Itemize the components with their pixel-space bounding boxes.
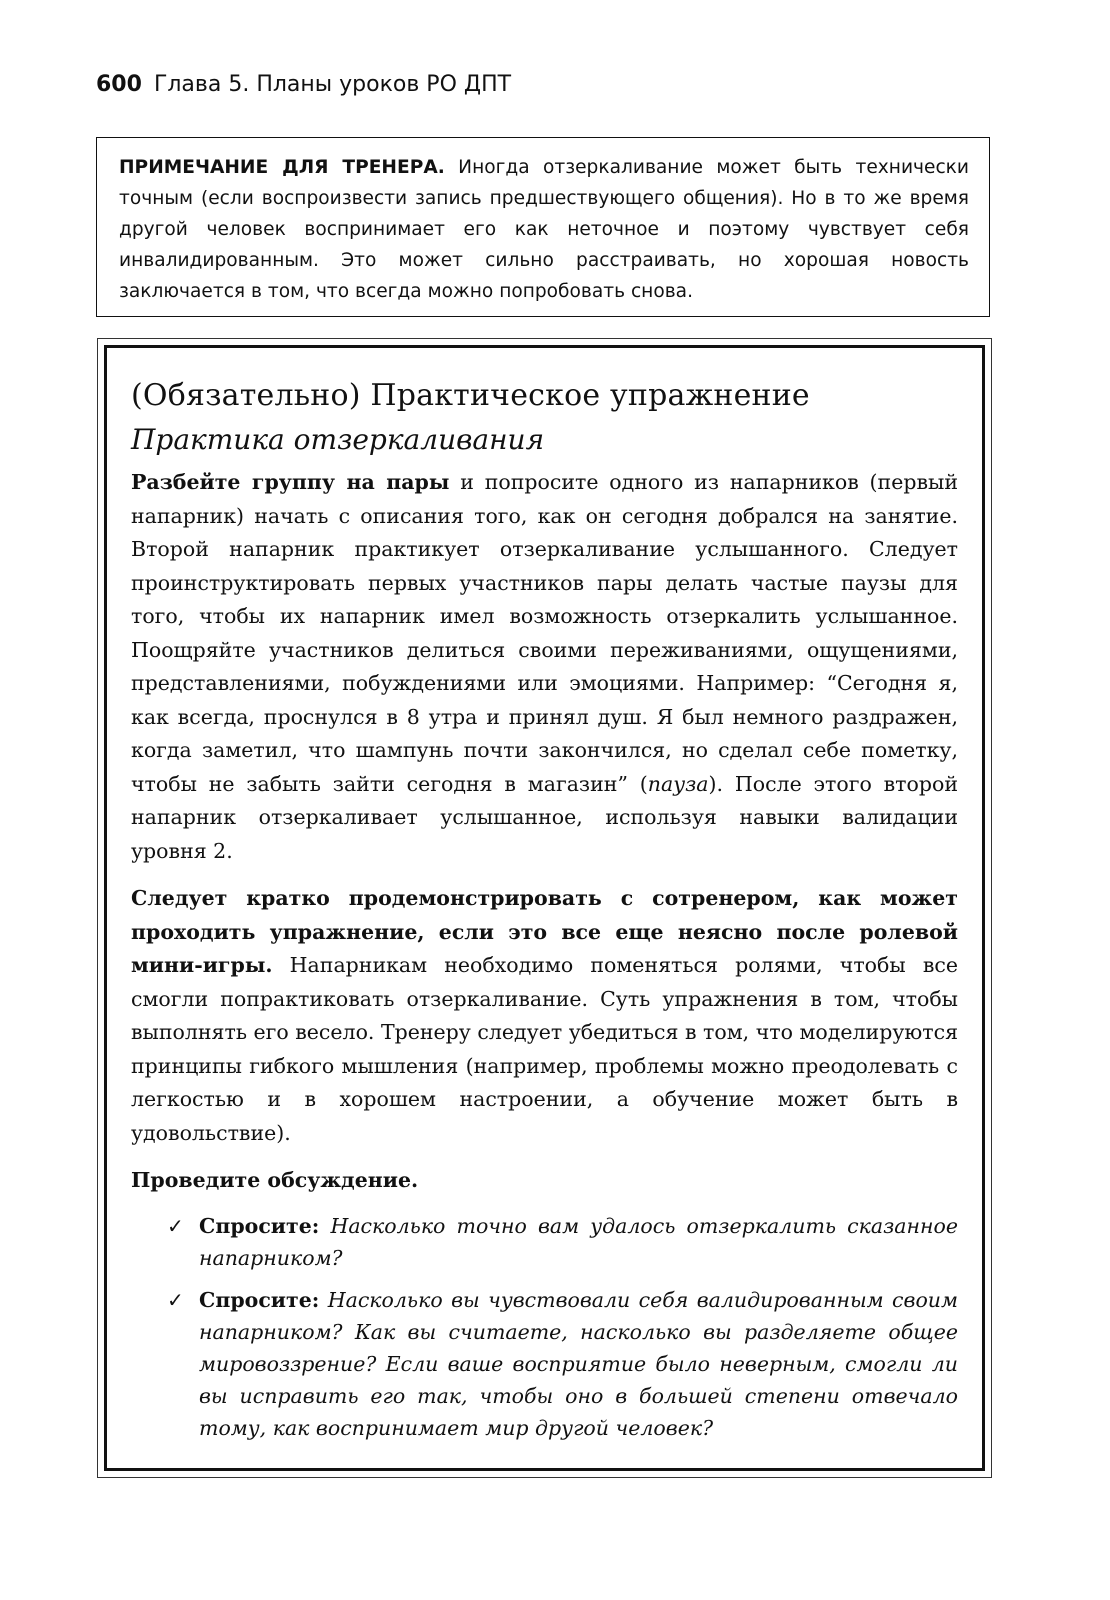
trainer-note-box: [96, 137, 990, 317]
exercise-subtitle: Практика отзеркаливания: [131, 423, 545, 456]
ask-question: Насколько вы чувствовали себя валидированным своим напарником? Как вы считаете, насколько вы разделяете общее мировоззрение? Если ваше восприятие было неверным, смогли ли вы исправить его так, чтобы оно в большей степени отвечало тому, как воспринимает мир другой человек?: [199, 1287, 958, 1440]
running-header: [96, 70, 511, 100]
checklist-item: [167, 1210, 958, 1274]
ask-label: Спросите:: [199, 1287, 320, 1312]
exercise-paragraph-1: [131, 466, 958, 868]
paragraph-1-text: и попросите одного из напарников (первый напарник) начать с описания того, как он сегодня добрался на занятие. Второй напарник практикует отзеркаливание услышанного. Следует проинструктировать первых участников пары делать частые паузы для того, чтобы их напарник имел возможность отзеркалить услышанное. Поощряйте участников делиться своими переживаниями, ощущениями, представлениями, побуждениями или эмоциями. Например: “Сегодня я, как всегда, проснулся в 8 утра и принял душ. Я был немного раздражен, когда заметил, что шампунь почти закончился, но сделал себе пометку, чтобы не забыть зайти сегодня в магазин” (: [131, 470, 958, 796]
exercise-box-inner: [104, 345, 985, 1471]
trainer-note-label: ПРИМЕЧАНИЕ ДЛЯ ТРЕНЕРА.: [119, 157, 445, 178]
checkmark-icon: ✓: [167, 1213, 184, 1238]
exercise-paragraph-2: [131, 882, 958, 1150]
exercise-title: (Обязательно) Практическое упражнение: [131, 378, 810, 413]
trainer-note-text: [119, 152, 969, 307]
paragraph-1-text-end: ). После этого второй напарник отзеркаливает услышанное, используя навыки валидации уровня 2.: [131, 771, 958, 863]
checklist-item: [167, 1284, 958, 1444]
checkmark-icon: ✓: [167, 1287, 184, 1312]
discussion-heading: Проведите обсуждение.: [131, 1168, 419, 1192]
paragraph-2-text: Напарникам необходимо поменяться ролями, чтобы все смогли попрактиковать отзеркаливание. Суть упражнения в том, чтобы выполнять его весело. Тренеру следует убедиться в том, что моделируются принципы гибкого мышления (например, проблемы можно преодолевать с легкостью и в хорошем настроении, а обучение может быть в удовольствие).: [131, 953, 958, 1145]
chapter-title: Глава 5. Планы уроков РО ДПТ: [153, 72, 512, 97]
paragraph-1-italic: пауза: [647, 771, 709, 796]
exercise-box: [97, 338, 992, 1478]
paragraph-1-bold-lead: Разбейте группу на пары: [131, 470, 450, 494]
ask-label: Спросите:: [199, 1213, 320, 1238]
discussion-checklist: [131, 1210, 958, 1444]
trainer-note-body: Иногда отзеркаливание может быть технически точным (если воспроизвести запись предшествующего общения). Но в то же время другой человек воспринимает его как неточное и поэтому чувствует себя инвалидированным. Это может сильно расстраивать, но хорошая новость заключается в том, что всегда можно попробовать снова.: [119, 157, 969, 302]
page-number: 600: [96, 72, 142, 97]
ask-question: Насколько точно вам удалось отзеркалить сказанное напарником?: [199, 1213, 958, 1270]
paragraph-2-bold-lead: Следует кратко продемонстрировать с сотренером, как может проходить упражнение, если это все еще неясно после ролевой мини-игры.: [131, 886, 958, 977]
